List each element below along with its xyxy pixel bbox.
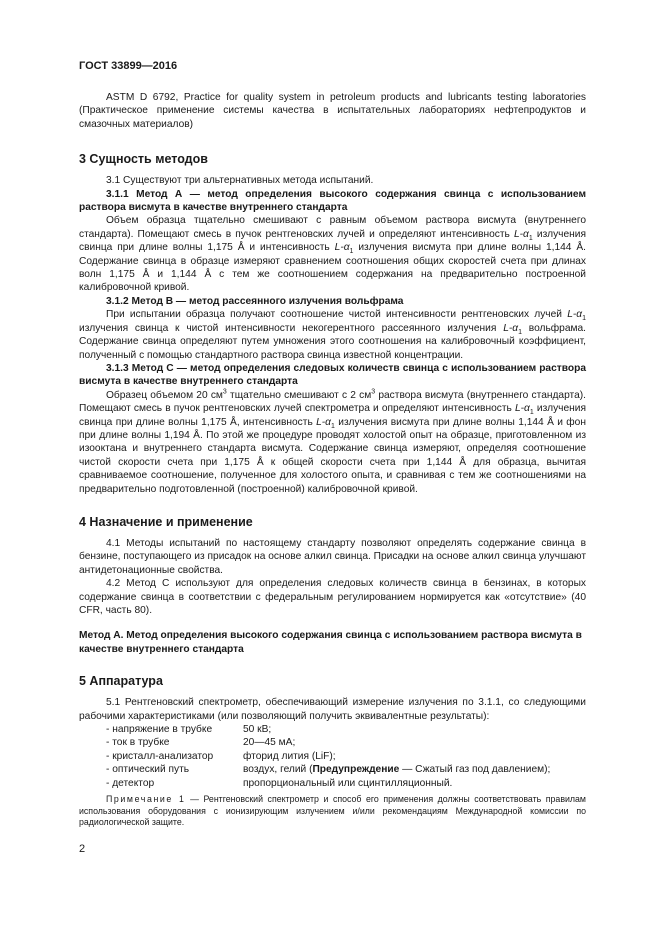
para-4-1: 4.1 Методы испытаний по настоящему стандарту позволяют определять содержание свинца в бензине, поступающего из присадок на основе алкил свинца. Присадки на основе алкил свинца улучшают антидетонационные свойства. <box>79 537 586 576</box>
list-item: - оптический путь воздух, гелий (Предупреждение — Сжатый газ под давлением); <box>106 764 551 776</box>
standard-code: ГОСТ 33899—2016 <box>79 60 178 72</box>
list-item: - кристалл-анализатор фторид лития (LiF); <box>106 750 336 762</box>
section-4-title: 4 Назначение и применение <box>79 514 253 529</box>
para-3-1: 3.1 Существуют три альтернативных метода испытаний. <box>106 175 374 187</box>
para-3-1-3: Образец объемом 20 $см^3$ тщательно смешивают с 2 $см^3$ раствора висмута (внутреннего стандарта). Помещают смесь в пучок рентгеновских лучей спектрометра и определяют интенсивность $L-\alpha_1$ излучения свинца при длине волны 1,175 Å, интенсивность $L-\alpha_1$ излучения висмута при длине волны 1,144 Å и фон при длине волны 1,194 Å. По этой же процедуре проводят холостой опыт на образце, приготовленном из изооктана и внутреннего стандарта висмута. Содержание свинца измеряют, определяя соотношение чистой скорости счета при 1,175 Å к общей скорости счета при 1,144 Å для образца, вычитая сравниваемое соотношение, полученное для холостого опыта, и сравнивая с тем же соотношениями на предварительно подготовленной (построенной) калибровочной кривой. <box>79 388 586 495</box>
para-5-1: 5.1 Рентгеновский спектрометр, обеспечивающий измерение излучения по 3.1.1, со следующими рабочими характеристиками (или позволяющий получить эквивалентные результаты): <box>79 697 586 722</box>
para-3-1-1: Объем образца тщательно смешивают с равным объемом раствора висмута (внутреннего стандарта). Помещают смесь в пучок рентгеновских лучей и определяют интенсивность $L-\alpha_1$ излучения свинца при длине волны 1,175 Å и интенсивность $L-\alpha_1$ излучения висмута при длине волны 1,144 Å. Содержание свинца в образце измеряют сравнением соотношения общих скоростей счета при длинах волн 1,175 Å и 1,144 Å с тем же соотношением содержания на предварительно построенной калибровочной кривой. <box>79 215 586 294</box>
spectrometer-characteristics <box>106 723 586 790</box>
section-5-title: 5 Аппаратура <box>79 674 163 689</box>
para-4-2: 4.2 Метод С используют для определения следовых количеств свинца в бензинах, в которых содержание свинца в соответствии с федеральным регулированием нормируется как «отсутствие» (40 CFR, часть 80). <box>79 578 586 616</box>
list-item: - напряжение в трубке 50 кВ; <box>106 724 272 736</box>
list-item: - детектор пропорциональный или сцинтилляционный. <box>106 777 453 789</box>
para-3-1-2: При испытании образца получают соотношение чистой интенсивности рентгеновских лучей $L-\alpha_1$ излучения свинца к чистой интенсивности некогерентного рассеянного излучения $L-\alpha_1$ вольфрама. Содержание свинца определяют путем умножения этого соотношения на калибровочный коэффициент, полученный с помощью стандартного раствора свинца известной концентрации. <box>79 309 586 361</box>
list-item: - ток в трубке 20—45 мА; <box>106 737 296 749</box>
heading-3-1-1: 3.1.1 Метод А — метод определения высокого содержания свинца с использованием раствора висмута в качестве внутреннего стандарта <box>79 188 586 214</box>
heading-3-1-2: 3.1.2 Метод В — метод рассеянного излучения вольфрама <box>106 295 404 307</box>
astm-reference: ASTM D 6792, Practice for quality system in petroleum products and lubricants testing laboratories (Практическое применение системы качества в испытательных лабораториях нефтепродуктов и смазочных материалов) <box>79 92 586 130</box>
page-number: 2 <box>79 843 86 855</box>
heading-3-1-3: 3.1.3 Метод С — метод определения следовых количеств свинца с использованием раствора висмута в качестве внутреннего стандарта <box>79 362 586 388</box>
method-a-heading: Метод А. Метод определения высокого содержания свинца с использованием раствора висмута в качестве внутреннего стандарта <box>79 630 582 655</box>
page-content <box>79 91 586 829</box>
note-1: Примечание 1 — Рентгеновский спектрометр и способ его применения должны соответствовать правилам использования оборудования с ионизирующим излучением и/или рекомендациям Международной комиссии по радиологической защите. <box>79 794 586 828</box>
section-3-title: 3 Сущность методов <box>79 152 208 167</box>
